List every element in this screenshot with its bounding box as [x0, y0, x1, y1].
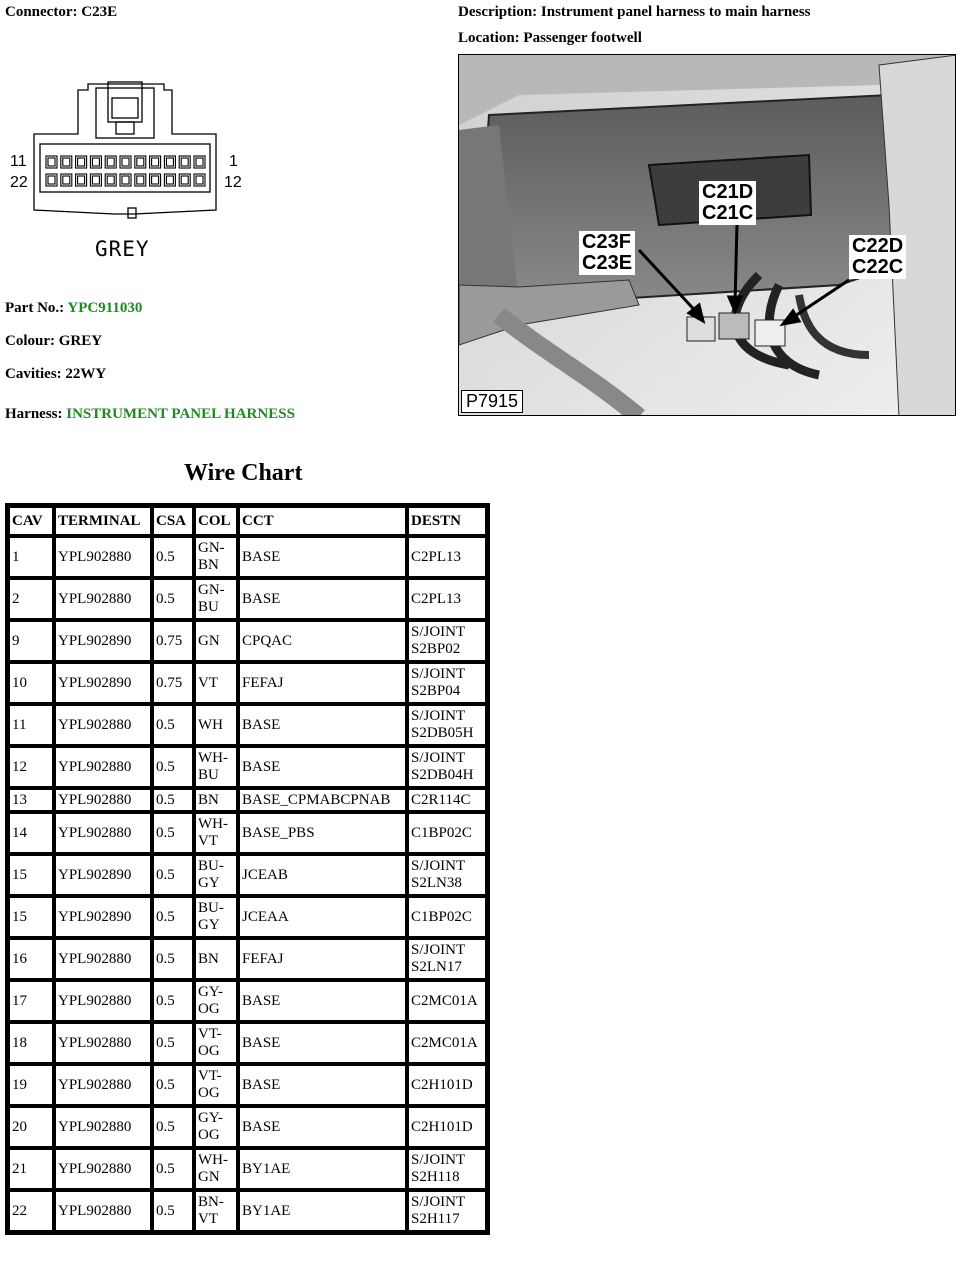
callout-c23 — [579, 231, 635, 275]
table-row — [9, 1149, 486, 1189]
cell-cav: 17 — [9, 981, 53, 1021]
header-col: COL — [195, 507, 237, 535]
colour-value: GREY — [58, 333, 103, 349]
cell-destn: C2H101D — [408, 1107, 486, 1147]
pin-number-12: 12 — [224, 174, 242, 191]
cell-terminal: YPL902880 — [55, 1191, 151, 1231]
cell-cct: BY1AE — [239, 1149, 406, 1189]
callout-c22d: C22D — [852, 235, 904, 257]
cell-cct: CPQAC — [239, 621, 406, 661]
description-value: Instrument panel harness to main harness — [540, 4, 811, 20]
cell-cav: 19 — [9, 1065, 53, 1105]
cell-cct: JCEAB — [239, 855, 406, 895]
cell-cav: 13 — [9, 789, 53, 811]
cavity-pin — [107, 176, 114, 184]
cell-destn: C2MC01A — [408, 1023, 486, 1063]
cell-terminal: YPL902890 — [55, 855, 151, 895]
cell-cct: BASE — [239, 747, 406, 787]
table-row — [9, 705, 486, 745]
pin-number-11: 11 — [10, 153, 27, 170]
cavity-pin — [137, 158, 144, 166]
cavity-pin — [196, 158, 203, 166]
cell-terminal: YPL902880 — [55, 579, 151, 619]
header-terminal: TERMINAL — [55, 507, 151, 535]
cell-cct: BASE — [239, 1107, 406, 1147]
cavity-pin — [78, 176, 85, 184]
colour-label: Colour: — [5, 333, 55, 349]
cell-destn: S/JOINT S2H118 — [408, 1149, 486, 1189]
cell-col: VT — [195, 663, 237, 703]
cell-terminal: YPL902880 — [55, 1149, 151, 1189]
callout-c23f: C23F — [582, 231, 631, 253]
harness-line — [5, 406, 295, 423]
header-cav: CAV — [9, 507, 53, 535]
cell-col: BN — [195, 789, 237, 811]
cell-destn: C2H101D — [408, 1065, 486, 1105]
cell-col: BU- GY — [195, 897, 237, 937]
cell-col: WH- GN — [195, 1149, 237, 1189]
cell-cct: BASE — [239, 705, 406, 745]
cell-col: WH — [195, 705, 237, 745]
cell-cct: BASE_PBS — [239, 813, 406, 853]
cell-col: GN- BN — [195, 537, 237, 577]
cell-csa: 0.5 — [153, 579, 193, 619]
table-row — [9, 897, 486, 937]
cavity-pin — [181, 158, 188, 166]
cavity-pin — [78, 158, 85, 166]
cell-cct: JCEAA — [239, 897, 406, 937]
cell-destn: S/JOINT S2BP04 — [408, 663, 486, 703]
cell-col: WH- VT — [195, 813, 237, 853]
cavity-pin — [196, 176, 203, 184]
description-label: Description: — [458, 4, 538, 20]
cell-destn: C2MC01A — [408, 981, 486, 1021]
pin-number-1: 1 — [229, 153, 238, 170]
table-header-row — [9, 507, 486, 535]
connector-colour-caption: GREY — [95, 237, 150, 261]
cavity-pin — [152, 158, 159, 166]
part-no-link[interactable]: YPC911030 — [67, 300, 143, 316]
cell-cav: 15 — [9, 897, 53, 937]
cell-csa: 0.5 — [153, 705, 193, 745]
table-row — [9, 1023, 486, 1063]
table-row — [9, 1191, 486, 1231]
cell-csa: 0.5 — [153, 1191, 193, 1231]
cell-csa: 0.5 — [153, 939, 193, 979]
cell-cct: BASE — [239, 579, 406, 619]
part-no-line — [5, 300, 142, 317]
cell-cav: 1 — [9, 537, 53, 577]
cavity-pin — [181, 176, 188, 184]
cell-destn: S/JOINT S2DB05H — [408, 705, 486, 745]
cavity-pin — [48, 158, 55, 166]
table-row — [9, 939, 486, 979]
cell-cav: 9 — [9, 621, 53, 661]
cell-cct: FEFAJ — [239, 663, 406, 703]
table-row — [9, 813, 486, 853]
cell-csa: 0.5 — [153, 981, 193, 1021]
cell-terminal: YPL902880 — [55, 705, 151, 745]
description-line — [458, 4, 811, 21]
cell-cav: 21 — [9, 1149, 53, 1189]
connector-line — [5, 4, 117, 21]
cavities-value: 22WY — [65, 366, 107, 382]
cell-terminal: YPL902890 — [55, 663, 151, 703]
cell-csa: 0.5 — [153, 1107, 193, 1147]
cell-destn: S/JOINT S2H117 — [408, 1191, 486, 1231]
table-row — [9, 747, 486, 787]
cell-col: GY- OG — [195, 981, 237, 1021]
cell-destn: S/JOINT S2DB04H — [408, 747, 486, 787]
cell-terminal: YPL902880 — [55, 981, 151, 1021]
location-label: Location: — [458, 30, 520, 46]
wire-chart-title: Wire Chart — [184, 460, 303, 486]
cavity-pin — [122, 176, 129, 184]
cell-destn: S/JOINT S2BP02 — [408, 621, 486, 661]
table-row — [9, 981, 486, 1021]
cavity-pin — [137, 176, 144, 184]
cavity-pin — [107, 158, 114, 166]
cell-csa: 0.75 — [153, 663, 193, 703]
photo-reference-label: P7915 — [461, 390, 523, 413]
cell-cav: 12 — [9, 747, 53, 787]
callout-c22c: C22C — [852, 256, 904, 278]
header-destn: DESTN — [408, 507, 486, 535]
cell-cav: 18 — [9, 1023, 53, 1063]
header-cct: CCT — [239, 507, 406, 535]
header-csa: CSA — [153, 507, 193, 535]
cell-csa: 0.5 — [153, 813, 193, 853]
cell-col: BU- GY — [195, 855, 237, 895]
cell-csa: 0.5 — [153, 1023, 193, 1063]
harness-label: Harness: — [5, 406, 63, 422]
cell-terminal: YPL902880 — [55, 1023, 151, 1063]
cell-destn: C2PL13 — [408, 579, 486, 619]
harness-link[interactable]: INSTRUMENT PANEL HARNESS — [66, 406, 295, 422]
cavity-pin — [122, 158, 129, 166]
cavity-pin — [92, 158, 99, 166]
cell-col: BN — [195, 939, 237, 979]
cavity-pin — [92, 176, 99, 184]
table-row — [9, 1065, 486, 1105]
cell-col: WH- BU — [195, 747, 237, 787]
cell-csa: 0.5 — [153, 897, 193, 937]
table-row — [9, 855, 486, 895]
callout-c21 — [699, 181, 756, 225]
connector-value: C23E — [81, 4, 118, 20]
cell-csa: 0.5 — [153, 1065, 193, 1105]
cell-csa: 0.5 — [153, 1149, 193, 1189]
callout-c21d: C21D — [702, 181, 754, 203]
cell-cct: BASE — [239, 1065, 406, 1105]
cell-cct: FEFAJ — [239, 939, 406, 979]
cell-cav: 20 — [9, 1107, 53, 1147]
cell-csa: 0.5 — [153, 855, 193, 895]
cavity-pin — [63, 158, 70, 166]
cell-terminal: YPL902880 — [55, 1065, 151, 1105]
table-row — [9, 621, 486, 661]
table-row — [9, 1107, 486, 1147]
cell-cct: BY1AE — [239, 1191, 406, 1231]
cell-destn: C1BP02C — [408, 897, 486, 937]
cell-cct: BASE — [239, 1023, 406, 1063]
cell-col: GY- OG — [195, 1107, 237, 1147]
cavities-line — [5, 366, 106, 383]
cell-cct: BASE — [239, 537, 406, 577]
callout-c23e: C23E — [582, 252, 633, 274]
cell-cav: 14 — [9, 813, 53, 853]
cell-cav: 15 — [9, 855, 53, 895]
cavity-pin — [63, 176, 70, 184]
cell-terminal: YPL902880 — [55, 1107, 151, 1147]
cavity-pin — [152, 176, 159, 184]
wire-chart-table — [5, 503, 490, 1235]
cell-destn: C1BP02C — [408, 813, 486, 853]
cell-col: VT- OG — [195, 1023, 237, 1063]
cell-csa: 0.5 — [153, 537, 193, 577]
cell-destn: C2PL13 — [408, 537, 486, 577]
cell-destn: C2R114C — [408, 789, 486, 811]
cavity-pin — [166, 176, 173, 184]
cell-cct: BASE_CPMABCPNAB — [239, 789, 406, 811]
location-value: Passenger footwell — [523, 30, 642, 46]
cell-destn: S/JOINT S2LN38 — [408, 855, 486, 895]
connector-face-drawing — [4, 78, 244, 234]
callout-c22 — [849, 235, 906, 279]
cell-col: GN- BU — [195, 579, 237, 619]
colour-line — [5, 333, 102, 350]
cell-terminal: YPL902890 — [55, 897, 151, 937]
cell-col: BN- VT — [195, 1191, 237, 1231]
cell-csa: 0.75 — [153, 621, 193, 661]
cell-terminal: YPL902880 — [55, 537, 151, 577]
cavities-label: Cavities: — [5, 366, 62, 382]
cavity-pin — [48, 176, 55, 184]
cell-csa: 0.5 — [153, 789, 193, 811]
cell-cav: 2 — [9, 579, 53, 619]
cell-terminal: YPL902880 — [55, 789, 151, 811]
connector-label: Connector: — [5, 4, 78, 20]
cell-cav: 10 — [9, 663, 53, 703]
callout-c21c: C21C — [702, 202, 754, 224]
table-row — [9, 663, 486, 703]
part-no-label: Part No.: — [5, 300, 65, 316]
cell-terminal: YPL902880 — [55, 939, 151, 979]
cell-cct: BASE — [239, 981, 406, 1021]
cavity-pin — [166, 158, 173, 166]
location-photo — [458, 54, 956, 416]
table-row — [9, 579, 486, 619]
table-row — [9, 789, 486, 811]
cell-terminal: YPL902890 — [55, 621, 151, 661]
cell-col: VT- OG — [195, 1065, 237, 1105]
pin-number-22: 22 — [10, 174, 28, 191]
cell-cav: 11 — [9, 705, 53, 745]
cell-cav: 16 — [9, 939, 53, 979]
table-row — [9, 537, 486, 577]
cell-cav: 22 — [9, 1191, 53, 1231]
cell-destn: S/JOINT S2LN17 — [408, 939, 486, 979]
cell-col: GN — [195, 621, 237, 661]
location-line — [458, 30, 642, 47]
cell-csa: 0.5 — [153, 747, 193, 787]
cell-terminal: YPL902880 — [55, 747, 151, 787]
cell-terminal: YPL902880 — [55, 813, 151, 853]
